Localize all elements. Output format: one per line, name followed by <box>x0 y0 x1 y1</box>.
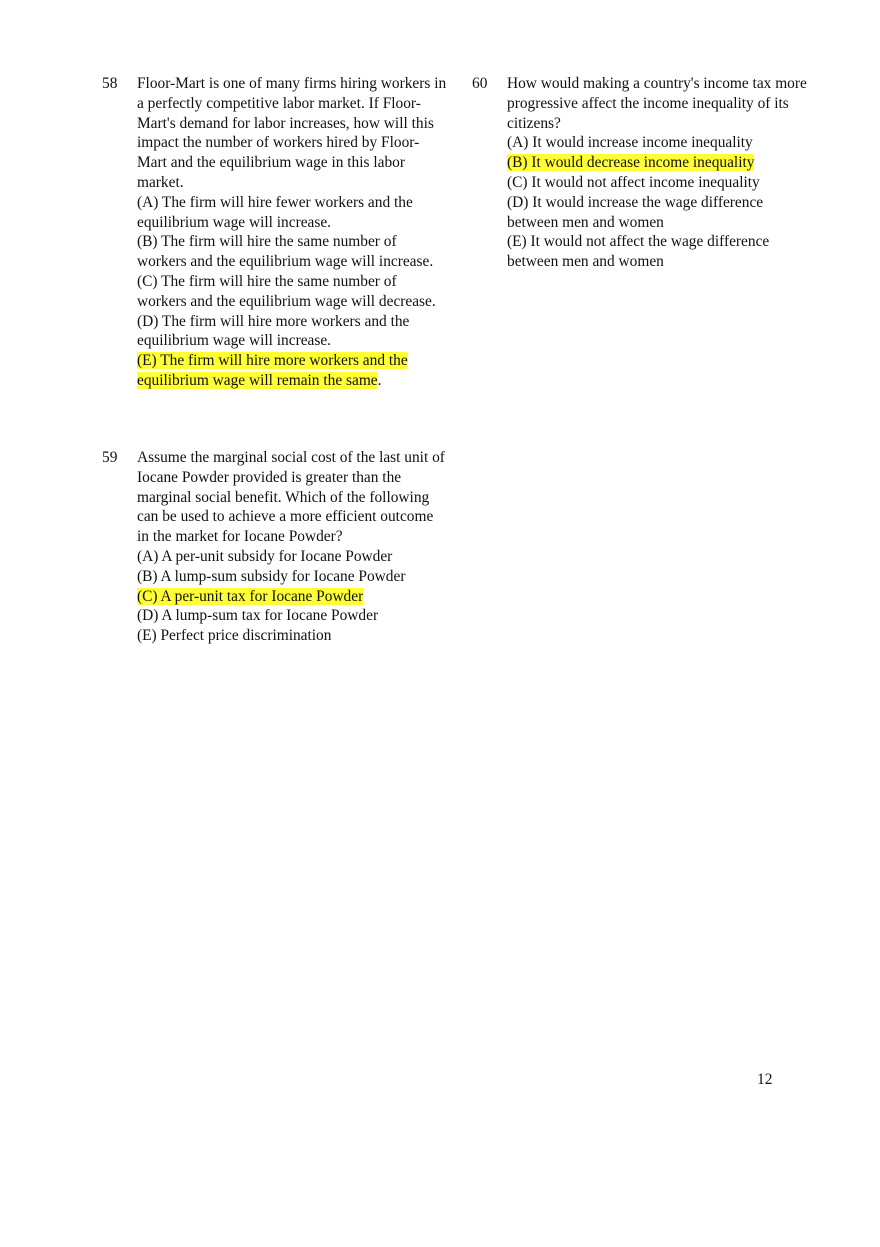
question-number: 58 <box>102 75 118 92</box>
answer-choice-c <box>137 587 447 607</box>
question-number: 60 <box>472 75 488 92</box>
question-stem: Assume the marginal social cost of the last unit of Iocane Powder provided is greater than the marginal social benefit. Which of the following can be used to achieve a more efficient outcome in the market for Iocane Powder? <box>137 449 445 546</box>
question-stem: How would making a country's income tax more progressive affect the income inequality of its citizens? <box>507 75 807 132</box>
question-stem: Floor-Mart is one of many firms hiring workers in a perfectly competitive labor market. If Floor-Mart's demand for labor increases, how will this impact the number of workers hired by Floor-Mart and the equilibrium wage in this labor market. <box>137 75 447 191</box>
page-number: 12 <box>757 1071 773 1088</box>
answer-period: . <box>377 371 382 389</box>
question-body <box>507 74 812 272</box>
answer-choice-c: (C) It would not affect income inequality <box>507 173 760 191</box>
highlighted-answer: (E) The firm will hire more workers and the equilibrium wage will remain the same <box>137 352 408 389</box>
answer-choice-e <box>137 351 447 391</box>
answer-choice-d: (D) It would increase the wage difference between men and women <box>507 193 764 231</box>
answer-choice-c: (C) The firm will hire the same number of workers and the equilibrium wage will decrease. <box>137 272 436 310</box>
answer-choice-b <box>507 153 812 173</box>
question-body <box>137 448 447 646</box>
answer-choice-e: (E) It would not affect the wage difference between men and women <box>507 233 770 271</box>
answer-choice-d: (D) The firm will hire more workers and the equilibrium wage will increase. <box>137 312 410 350</box>
answer-choice-a: (A) The firm will hire fewer workers and the equilibrium wage will increase. <box>137 193 413 231</box>
question-number: 59 <box>102 449 118 466</box>
highlighted-answer: (B) It would decrease income inequality <box>507 154 755 172</box>
answer-choice-b: (B) The firm will hire the same number of workers and the equilibrium wage will increase. <box>137 233 434 271</box>
answer-choice-a: (A) A per-unit subsidy for Iocane Powder <box>137 547 393 565</box>
question-body <box>137 74 447 391</box>
answer-choice-e: (E) Perfect price discrimination <box>137 627 332 645</box>
answer-choice-a: (A) It would increase income inequality <box>507 134 753 152</box>
answer-choice-d: (D) A lump-sum tax for Iocane Powder <box>137 607 379 625</box>
answer-choice-b: (B) A lump-sum subsidy for Iocane Powder <box>137 567 406 585</box>
highlighted-answer: (C) A per-unit tax for Iocane Powder <box>137 587 364 605</box>
